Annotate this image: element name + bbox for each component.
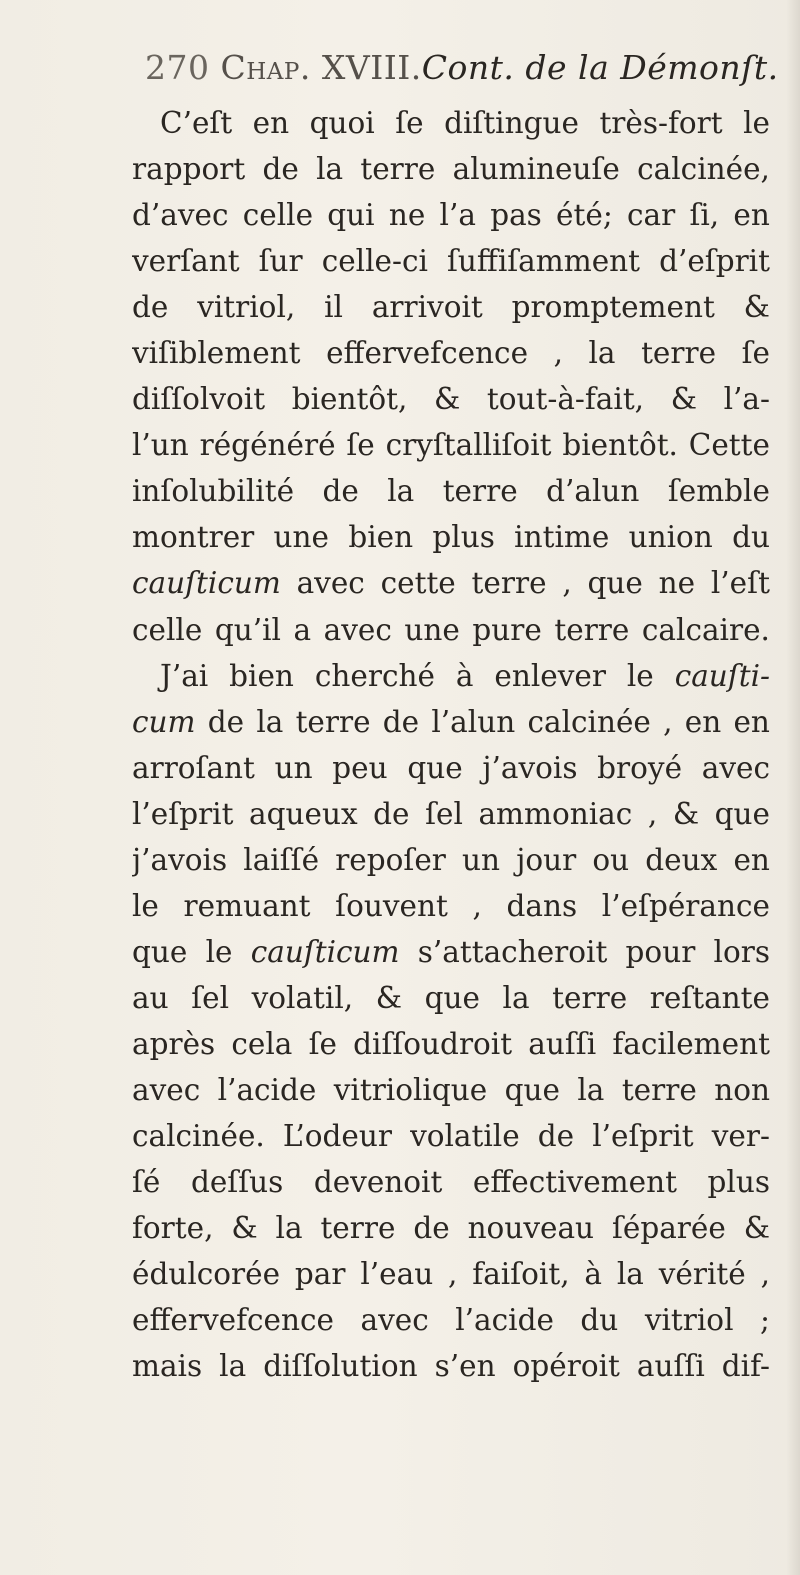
text-line: calcinée. L’odeur volatile de l’eſprit ver- [132, 1119, 770, 1154]
text-line: J’ai bien cherché à enlever le cauſti- [160, 658, 770, 693]
italic-term: cauſticum [132, 566, 281, 601]
text-line: au ſel volatil, & que la terre reſtante [132, 980, 770, 1015]
text-line: viſiblement effervefcence , la terre ſe [132, 336, 770, 371]
text-line: montrer une bien plus intime union du [132, 520, 770, 555]
text-line: avec l’acide vitriolique que la terre non [132, 1072, 770, 1107]
text-line: arroſant un peu que j’avois broyé avec [132, 750, 770, 785]
body-text [132, 100, 770, 1389]
text-line: mais la diſſolution s’en opéroit auſſi dif- [132, 1349, 770, 1384]
text-line: l’eſprit aqueux de ſel ammoniac , & que [132, 796, 770, 831]
text-line: ſé deſſus devenoit effectivement plus [132, 1165, 770, 1200]
text-line: j’avois laiſſé repoſer un jour ou deux en [132, 842, 770, 877]
text-line: de vitriol, il arrivoit promptement & [132, 290, 770, 325]
page-edge-shadow [786, 0, 800, 1575]
continuation-label: Cont. de la Démonſt. [421, 48, 779, 87]
italic-term: cauſti- [674, 658, 770, 693]
chapter-label: Chap. XVIII. [220, 48, 422, 87]
text-line: C’eſt en quoi ſe diſtingue très-fort le [160, 106, 770, 140]
text-line: verſant ſur celle-ci ſuffiſamment d’eſprit [132, 244, 770, 279]
text-line: édulcorée par l’eau , faiſoit, à la vérité , [132, 1257, 770, 1292]
text-line: inſolubilité de la terre d’alun ſemble [132, 474, 770, 509]
text-line: après cela ſe diſſoudroit auſſi facilement [132, 1026, 770, 1061]
text-line: rapport de la terre alumineuſe calcinée, [132, 152, 770, 187]
text-line: le remuant ſouvent , dans l’eſpérance [132, 888, 770, 923]
italic-term: cauſticum [250, 934, 400, 969]
text-line: celle qu’il a avec une pure terre calcaire. [132, 612, 770, 647]
running-header [145, 48, 779, 88]
italic-term: cum [132, 704, 196, 739]
text-line: l’un régénéré ſe cryſtalliſoit bientôt. Cette [132, 428, 770, 463]
text-line: que le cauſticum s’attacheroit pour lors [132, 934, 770, 969]
text-line: cum de la terre de l’alun calcinée , en en [132, 704, 770, 739]
text-line: d’avec celle qui ne l’a pas été; car ſi, en [132, 198, 770, 233]
text-line: diſſolvoit bientôt, & tout-à-fait, & l’a- [132, 382, 770, 417]
text-line: effervefcence avec l’acide du vitriol ; [132, 1303, 770, 1338]
text-line: forte, & la terre de nouveau ſéparée & [132, 1211, 770, 1246]
page-number: 270 [145, 48, 210, 87]
text-line: cauſticum avec cette terre , que ne l’eſt [132, 566, 770, 601]
